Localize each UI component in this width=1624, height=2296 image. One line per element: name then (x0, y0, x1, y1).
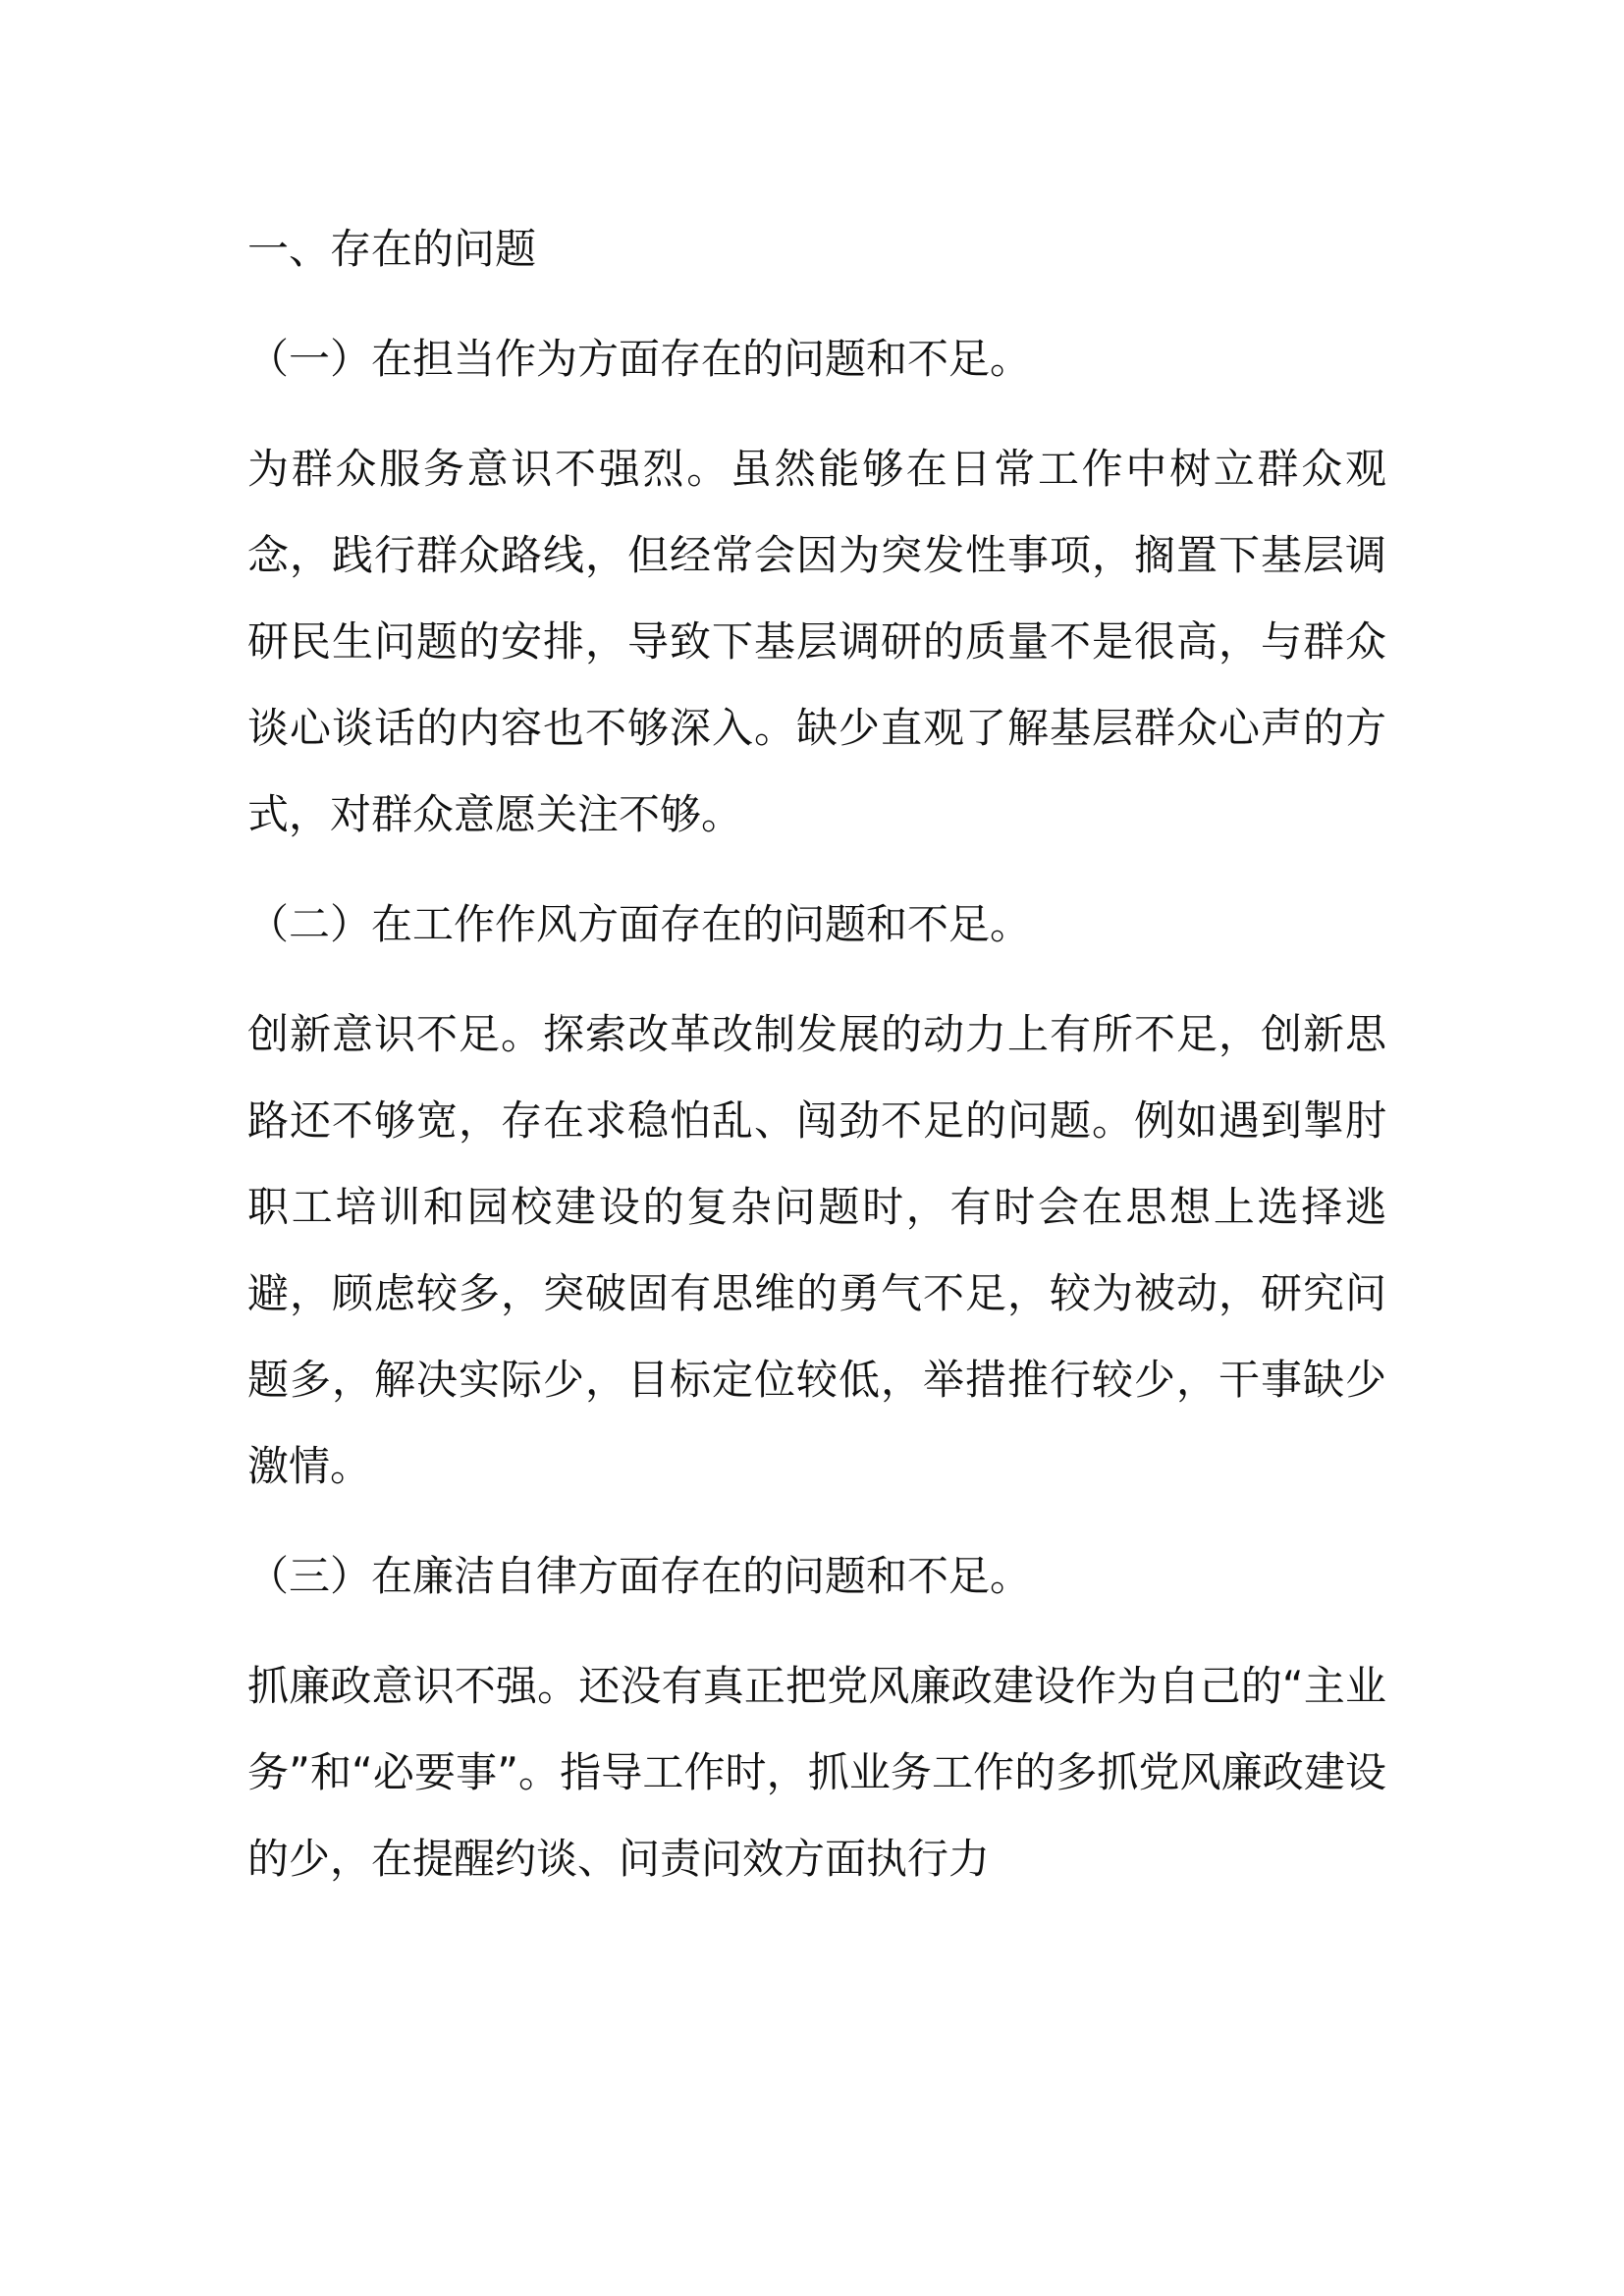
section-heading: 一、存在的问题 (247, 225, 537, 273)
paragraph-2: 创新意识不足。探索改革改制发展的动力上有所不足，创新思路还不够宽，存在求稳怕乱、闯劲不足的问题。例如遇到掣肘职工培训和园校建设的复杂问题时，有时会在思想上选择逃避，顾虑较多，突破固有思维的勇气不足，较为被动，研究问题多，解决实际少，目标定位较低，举措推行较少，干事缺少激情。 (247, 1010, 1386, 1490)
paragraph-1: 为群众服务意识不强烈。虽然能够在日常工作中树立群众观念，践行群众路线，但经常会因为突发性事项，搁置下基层调研民生问题的安排，导致下基层调研的质量不是很高，与群众谈心谈话的内容也不够深入。缺少直观了解基层群众心声的方式，对群众意愿关注不够。 (247, 445, 1386, 838)
subsection-title-1: （一）在担当作为方面存在的问题和不足。 (247, 335, 1032, 383)
subsection-title-3: （三）在廉洁自律方面存在的问题和不足。 (247, 1552, 1032, 1600)
paragraph-3: 抓廉政意识不强。还没有真正把党风廉政建设作为自己的“主业务”和“必要事”。指导工作时，抓业务工作的多抓党风廉政建设的少，在提醒约谈、问责问效方面执行力 (247, 1662, 1386, 1883)
document-body (247, 221, 1386, 1941)
subsection-title-2: （二）在工作作风方面存在的问题和不足。 (247, 900, 1032, 948)
